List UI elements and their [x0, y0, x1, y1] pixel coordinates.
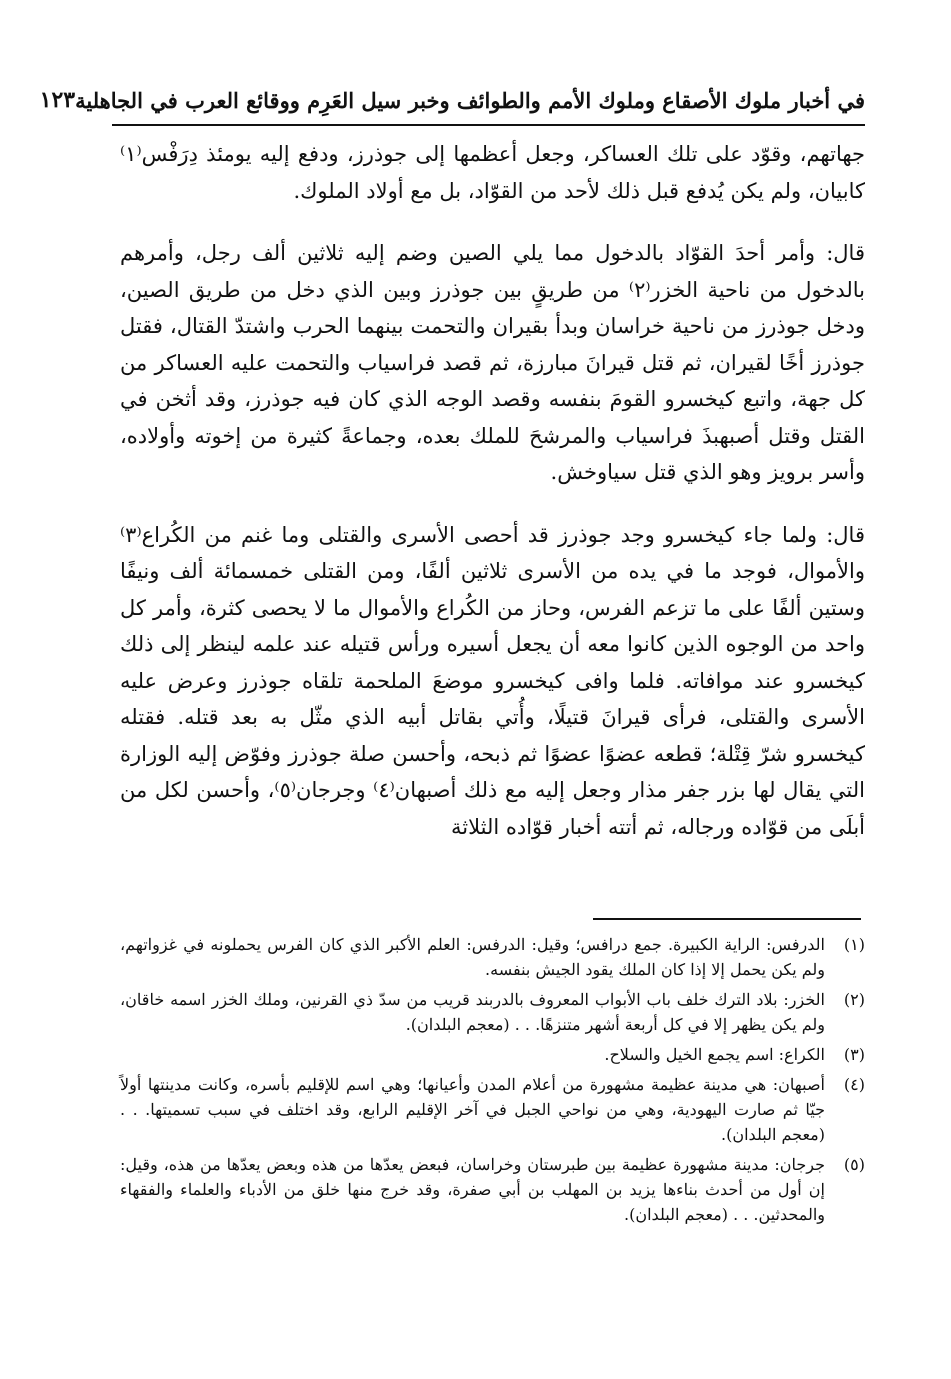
footnote-text: الكراع: اسم يجمع الخيل والسلاح. [604, 1045, 825, 1064]
footnote-number: (٣) [843, 1045, 865, 1064]
footnote [120, 932, 865, 982]
footnote-text: الدرفس: الراية الكبيرة. جمع درافس؛ وقيل: الدرفس: العلم الأكبر الذي كان الفرس يحملونه في غزواتهم، ولم يكن يحمل إلا إذا كان الملك يقود الجيش بنفسه. [120, 935, 826, 979]
footnote-text: جرجان: مدينة مشهورة عظيمة بين طبرستان وخراسان، فبعض يعدّها من هذه وبعض يعدّها من هذه، وقيل: إن أول من أحدث بناءها يزيد بن المهلب بن أبي صفرة، وقد خرج منها خلق من الأدباء والعلماء والفقهاء والمحدثين. . . (معجم البلدان). [120, 1155, 825, 1224]
footnote [120, 1042, 865, 1067]
footnote-number: (٤) [843, 1075, 865, 1094]
footnote [120, 1072, 865, 1147]
main-text [120, 136, 865, 845]
page-number: ١٢٣ [39, 87, 76, 113]
footnote-number: (٢) [843, 990, 865, 1009]
footnote-text: أصبهان: هي مدينة عظيمة مشهورة من أعلام المدن وأعيانها؛ وهي اسم للإقليم بأسره، وكانت مدينتها أولاً جيّا ثم صارت اليهودية، وهي من نواحي الجبل في آخر الإقليم الرابع، وقد اختلف في سبب تسميتها. . . (معجم البلدان). [120, 1075, 825, 1144]
running-header [39, 78, 865, 122]
footnote-number: (١) [843, 935, 865, 954]
footnote [120, 987, 865, 1037]
paragraph: قال: وأمر أحدَ القوّاد بالدخول مما يلي الصين وضم إليه ثلاثين ألف رجل، وأمرهم بالدخول من ناحية الخزر⁽٢⁾ من طريقٍ بين جوذرز وبين الذي دخل من طريق الصين، ودخل جوذرز من ناحية خراسان وبدأ بقيران والتحمت بينهما الحرب واشتدّ القتال، فقتل جوذرز أخًا لقيران، ثم قتل قيرانَ مبارزة، ثم قصد فراسياب والتحمت عليه العساكر من كل جهة، واتبع كيخسرو القومَ بنفسه وقصد الوجه الذي كان فيه جوذرز، وقد أثخن في القتل وقتل أصبهبذَ فراسياب والمرشحَ للملك بعده، وجماعةً كثيرة من إخوته وأولاده، وأسر برويز وهو الذي قتل سياوخش. [120, 241, 865, 484]
footnote-number: (٥) [843, 1155, 865, 1174]
footnote-separator [593, 918, 861, 920]
header-rule [112, 124, 865, 126]
footnote-text: الخزر: بلاد الترك خلف باب الأبواب المعروف بالدربند قريب من سدّ ذي القرنين، وملك الخزر اسمه خاقان، ولم يكن يظهر إلا في كل أربعة أشهر متنزهًا. . . (معجم البلدان). [120, 990, 825, 1034]
header-title: في أخبار ملوك الأصقاع وملوك الأمم والطوائف وخبر سيل العَرِم ووقائع العرب في الجاهلية [75, 87, 865, 113]
footnotes [120, 932, 865, 1232]
paragraph: قال: ولما جاء كيخسرو وجد جوذرز قد أحصى الأسرى والقتلى وما غنم من الكُراع⁽٣⁾ والأموال، فوجد ما في يده من الأسرى ثلاثين ألفًا، ومن القتلى خمسمائة ألف ونيفًا وستين ألفًا على ما تزعم الفرس، وحاز من الكُراع والأموال ما لا يحصى كثرة، وأمر كل واحد من الوجوه الذين كانوا معه أن يجعل أسيره ورأس قتيله عند علمه لينظر إلى ذلك كيخسرو عند موافاته. فلما وافى كيخسرو موضعَ الملحمة تلقاه جوذرز وعرض عليه الأسرى والقتلى، فرأى قيرانَ قتيلًا، وأُتي بقاتل أبيه الذي مثّل به بعد قتله. فقتله كيخسرو شرّ قِتْلة؛ قطعه عضوًا عضوًا ثم ذبحه، وأحسن صلة جوذرز وفوّض إليه الوزارة التي يقال لها بزر جفر مذار وجعل إليه مع ذلك أصبهان⁽٤⁾ وجرجان⁽٥⁾، وأحسن لكل من أبلَى من قوّاده ورجاله، ثم أتته أخبار قوّاده الثلاثة [120, 522, 865, 839]
paragraph: جهاتهم، وقوّد على تلك العساكر، وجعل أعظمها إلى جوذرز، ودفع إليه يومئذ دِرَفْس⁽١⁾ كابيان، ولم يكن يُدفع قبل ذلك لأحد من القوّاد، بل مع أولاد الملوك. [120, 142, 865, 203]
footnote [120, 1152, 865, 1227]
